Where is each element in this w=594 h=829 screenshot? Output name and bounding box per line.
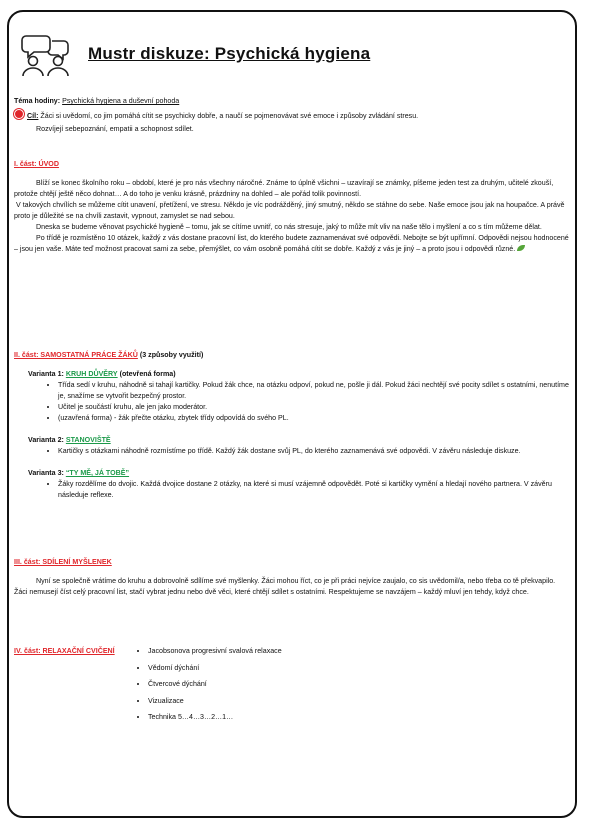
variant-2-list (28, 446, 570, 457)
variant-3: Varianta 3: “TY MĚ, JÁ TOBĚ” • Žáky rozdělíme do dvojic. Každá dvojice dostane 2 otázky, na které si musí vzájemně odpovědět. Poté si kartičky vymění a hledají nového partnera. V závěru následuje reflexe. (14, 468, 570, 501)
part1-heading: I. část: ÚVOD (14, 160, 59, 168)
list-item: • Čtvercové dýchání (148, 679, 282, 690)
variant-3-list (28, 479, 570, 501)
variant-1-name: KRUH DŮVĚRY (65, 370, 118, 378)
variant-1-list (28, 380, 570, 424)
list-item: • Žáky rozdělíme do dvojic. Každá dvojice dostane 2 otázky, na které si musí vzájemně odpovědět. Poté si kartičky vymění a hledají nového partnera. V závěru následuje reflexe. (58, 479, 570, 501)
list-item: • Třída sedí v kruhu, náhodně si tahají kartičky. Pokud žák chce, na otázku odpoví, pokud ne, pošle ji dál. Pokud žáci nechtějí své pocity sdílet s ostatními, nenutíme je, snažíme se vytvořit bezpečný prostor. (58, 380, 570, 402)
part1-paragraph-2: V takových chvílích se můžeme cítit unavení, přetížení, ve stresu. Někdo je víc podrážděný, jiný smutný, někdo se stáhne do sebe. Naše emoce jsou jak na houpačce. A právě proto je důležité se na chvíli zastavit, vypnout, zamyslet se nad sebou. (14, 201, 565, 220)
variant-1: Varianta 1: KRUH DŮVĚRY (otevřená forma) • Třída sedí v kruhu, náhodně si tahají kartičky. Pokud žák chce, na otázku odpoví, pokud ne, pošle ji dál. Pokud žáci nechtějí své pocity sdílet s ostatními, nenutíme je, snažíme se vytvořit bezpečný prostor. • Učitel je součástí kruhu, ale jen jako moderátor. • (uzavřená forma) - žák přečte otázku, zbytek třídy odpovídá do svého PL. (14, 369, 570, 424)
list-item: • Jacobsonova progresivní svalová relaxace (148, 646, 282, 657)
part4-heading: IV. část: RELAXAČNÍ CVIČENÍ (14, 647, 115, 655)
part2-section (14, 350, 570, 501)
goal-text: Žáci si uvědomí, co jim pomáhá cítit se psychicky dobře, a naučí se pojmenovávat své emoce i způsoby zvládání stresu. (40, 112, 419, 120)
list-item: • Vizualizace (148, 696, 282, 707)
part1-paragraph-4: Po třídě je rozmístěno 10 otázek, každý z vás dostane pracovní list, do kterého budete zaznamenávat své odpovědi. Nebojte se být upřímní. Odpovědi nejsou hodnocené – jsou jen vaše. Máte teď možnost pracovat sami za sebe, přemýšlet, co vám osobně pomáhá cítit se dobře. Každý z vás je jiný – a proto jsou i odpovědi různé. (14, 234, 569, 253)
part4-section (14, 646, 574, 721)
variant-2-name: STANOVIŠTĚ (65, 436, 111, 444)
topic-value: Psychická hygiena a duševní pohoda (62, 97, 180, 105)
variant-3-name: “TY MĚ, JÁ TOBĚ” (65, 469, 130, 477)
page-title: Mustr diskuze: Psychická hygiena (88, 44, 371, 63)
goal-text-2: Rozvíjejí sebepoznání, empatii a schopnost sdílet. (36, 125, 194, 133)
target-icon (14, 109, 24, 119)
header (14, 30, 574, 82)
list-item: • Kartičky s otázkami náhodně rozmístíme po třídě. Každý žák dostane svůj PL, do kterého zaznamenává své odpovědi. V závěru následuje diskuze. (58, 446, 570, 457)
relaxation-list (134, 646, 282, 729)
variant-2: Varianta 2: STANOVIŠTĚ • Kartičky s otázkami náhodně rozmístíme po třídě. Každý žák dostane svůj PL, do kterého zaznamenává své odpovědi. V závěru následuje diskuze. (14, 435, 570, 457)
list-item: • Učitel je součástí kruhu, ale jen jako moderátor. (58, 402, 570, 413)
goal-label: Cíl: (27, 112, 39, 120)
part3-paragraph: Nyní se společně vrátíme do kruhu a dobrovolně sdílíme své myšlenky. Žáci mohou říct, co je při práci nejvíce zaujalo, co sis uvědomil/a, nebo třeba co tě překvapilo. Žáci nemusejí číst celý pracovní list, stačí vybrat jednu nebo dvě věci, které chtějí sdílet s ostatními. Respektujeme se navzájem – každý mluví jen tehdy, když chce. (14, 577, 556, 596)
leaf-icon (517, 245, 525, 251)
list-item: • Vědomí dýchání (148, 663, 282, 674)
meta-block (14, 96, 570, 135)
part1-section (14, 159, 570, 255)
part3-section (14, 557, 570, 598)
list-item: • Technika 5…4…3…2…1… (148, 712, 282, 723)
part1-paragraph-3: Dneska se budeme věnovat psychické hygieně – tomu, jak se cítíme uvnitř, co nás stresuje, jaký to může mít vliv na naše tělo i myšlení a co s tím můžeme dělat. (36, 223, 542, 231)
part2-heading: II. část: SAMOSTATNÁ PRÁCE ŽÁKŮ (14, 351, 138, 359)
list-item: • (uzavřená forma) - žák přečte otázku, zbytek třídy odpovídá do svého PL. (58, 413, 570, 424)
discussion-people-icon (18, 32, 74, 78)
part3-heading: III. část: SDÍLENÍ MYŠLENEK (14, 558, 112, 566)
part2-note: (3 způsoby využití) (139, 351, 204, 359)
topic-label: Téma hodiny: (14, 97, 61, 105)
part1-paragraph-1: Blíží se konec školního roku – období, které je pro nás všechny náročné. Známe to úplně všichni – uzavírají se známky, píšeme jeden test za druhým, učitelé zkouší, protože chtějí ještě něco dohnat… A do toho je venku krásně, prázdniny na dohled – ale pořád tolik povinností. (14, 179, 554, 198)
